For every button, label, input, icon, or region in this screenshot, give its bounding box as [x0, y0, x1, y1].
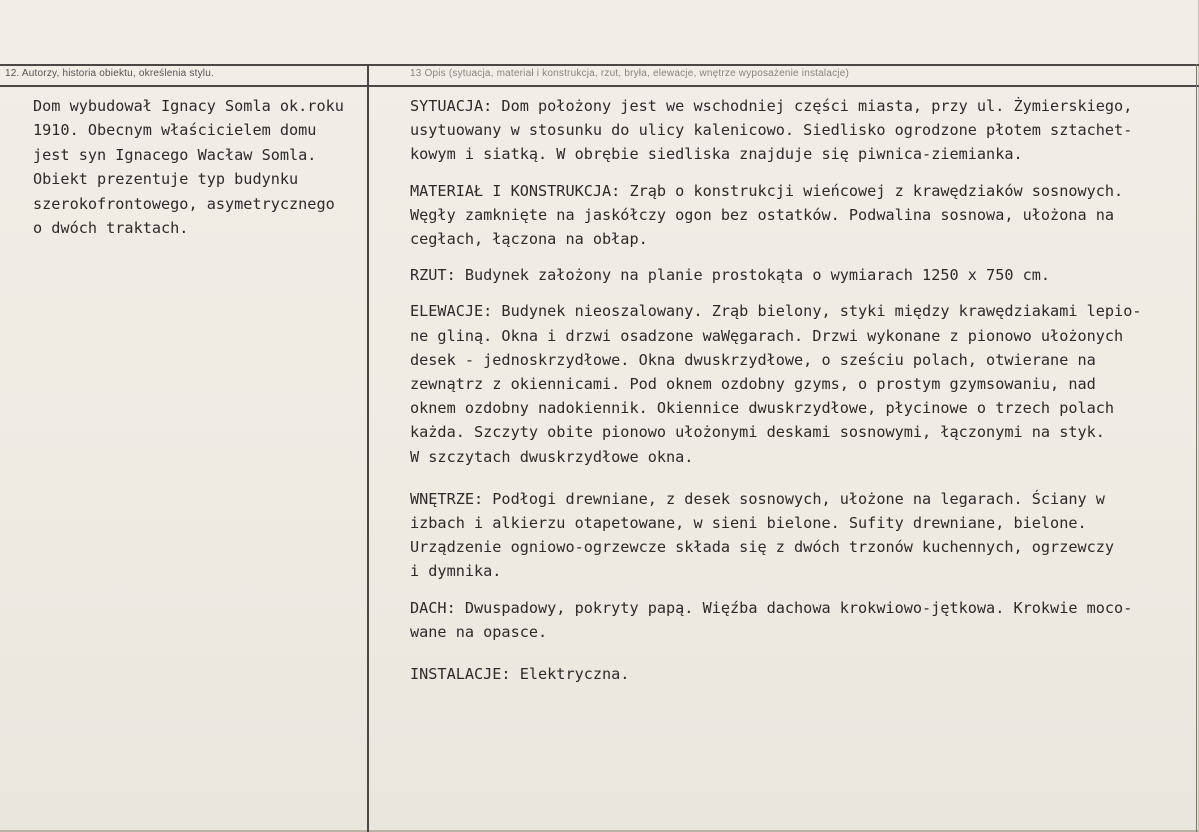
- text-line: WNĘTRZE: Podłogi drewniane, z desek sosnowych, ułożone na legarach. Ściany w: [410, 489, 1105, 508]
- text-line: MATERIAŁ I KONSTRUKCJA: Zrąb o konstrukcji wieńcowej z krawędziaków sosnowych.: [410, 181, 1124, 200]
- right-section-header: 13 Opis (sytuacja, materiał i konstrukcja, rzut, bryła, elewacje, wnętrze wyposażenie instalacje): [410, 68, 850, 79]
- text-line: oknem ozdobny nadokiennik. Okiennice dwuskrzydłowe, płycinowe o trzech polach: [410, 399, 1115, 418]
- text-line: usytuowany w stosunku do ulicy kalenicowo. Siedlisko ogrodzone płotem sztachet-: [410, 121, 1133, 140]
- text-line: desek - jednoskrzydłowe. Okna dwuskrzydłowe, o sześciu polach, otwierane na: [410, 350, 1096, 369]
- text-line: wane na opasce.: [410, 622, 548, 641]
- paragraph-sytuacja: [410, 94, 1195, 167]
- history-line: o dwóch traktach.: [33, 219, 189, 238]
- history-line: Obiekt prezentuje typ budynku: [33, 170, 299, 189]
- right-edge-line: [1196, 64, 1197, 832]
- description-text: [410, 94, 1195, 698]
- text-line: SYTUACJA: Dom położony jest we wschodniej części miasta, przy ul. Żymierskiego,: [410, 97, 1133, 115]
- history-line: Dom wybudował Ignacy Somla ok.roku: [33, 97, 344, 115]
- text-line: zewnątrz z okiennicami. Pod oknem ozdobny gzyms, o prostym gzymsowaniu, nad: [410, 375, 1096, 394]
- text-line: ELEWACJE: Budynek nieoszalowany. Zrąb bielony, styki między krawędziakami lepio-: [410, 302, 1142, 321]
- left-section-header: 12. Autorzy, historia obiektu, określenia stylu.: [5, 68, 214, 79]
- paragraph-material: [410, 179, 1195, 252]
- text-line: ne gliną. Okna i drzwi osadzone waWęgarach. Drzwi wykonane z pionowo ułożonych: [410, 326, 1124, 345]
- text-line: każda. Szczyty obite pionowo ułożonymi deskami sosnowymi, łączonymi na styk.: [410, 423, 1105, 442]
- text-line: cegłach, łączona na obłap.: [410, 230, 648, 249]
- text-line: i dymnika.: [410, 562, 502, 581]
- text-line: RZUT: Budynek założony na planie prostokąta o wymiarach 1250 x 750 cm.: [410, 266, 1051, 285]
- header-divider-line: [0, 85, 1199, 87]
- history-text: [33, 94, 368, 240]
- history-line: jest syn Ignacego Wacław Somla.: [33, 145, 317, 164]
- paragraph-elewacje: [410, 299, 1195, 468]
- text-line: Węgły zamknięte na jaskółczy ogon bez ostatków. Podwalina sosnowa, ułożona na: [410, 205, 1115, 224]
- text-line: W szczytach dwuskrzydłowe okna.: [410, 447, 694, 466]
- text-line: DACH: Dwuspadowy, pokryty papą. Więźba dachowa krokwiowo-jętkowa. Krokwie moco-: [410, 598, 1133, 617]
- text-line: kowym i siatką. W obrębie siedliska znajduje się piwnica-ziemianka.: [410, 145, 1023, 164]
- history-line: szerokofrontowego, asymetrycznego: [33, 194, 335, 213]
- history-line: 1910. Obecnym właścicielem domu: [33, 121, 317, 140]
- text-line: Urządzenie ogniowo-ogrzewcze składa się z dwóch trzonów kuchennych, ogrzewczy: [410, 538, 1115, 557]
- text-line: izbach i alkierzu otapetowane, w sieni bielone. Sufity drewniane, bielone.: [410, 514, 1087, 533]
- paragraph-instalacje: [410, 662, 1195, 686]
- text-line: INSTALACJE: Elektryczna.: [410, 665, 630, 684]
- paragraph-dach: [410, 596, 1195, 644]
- paragraph-wnetrze: [410, 487, 1195, 584]
- paragraph-rzut: [410, 263, 1195, 287]
- top-divider-line: [0, 64, 1199, 66]
